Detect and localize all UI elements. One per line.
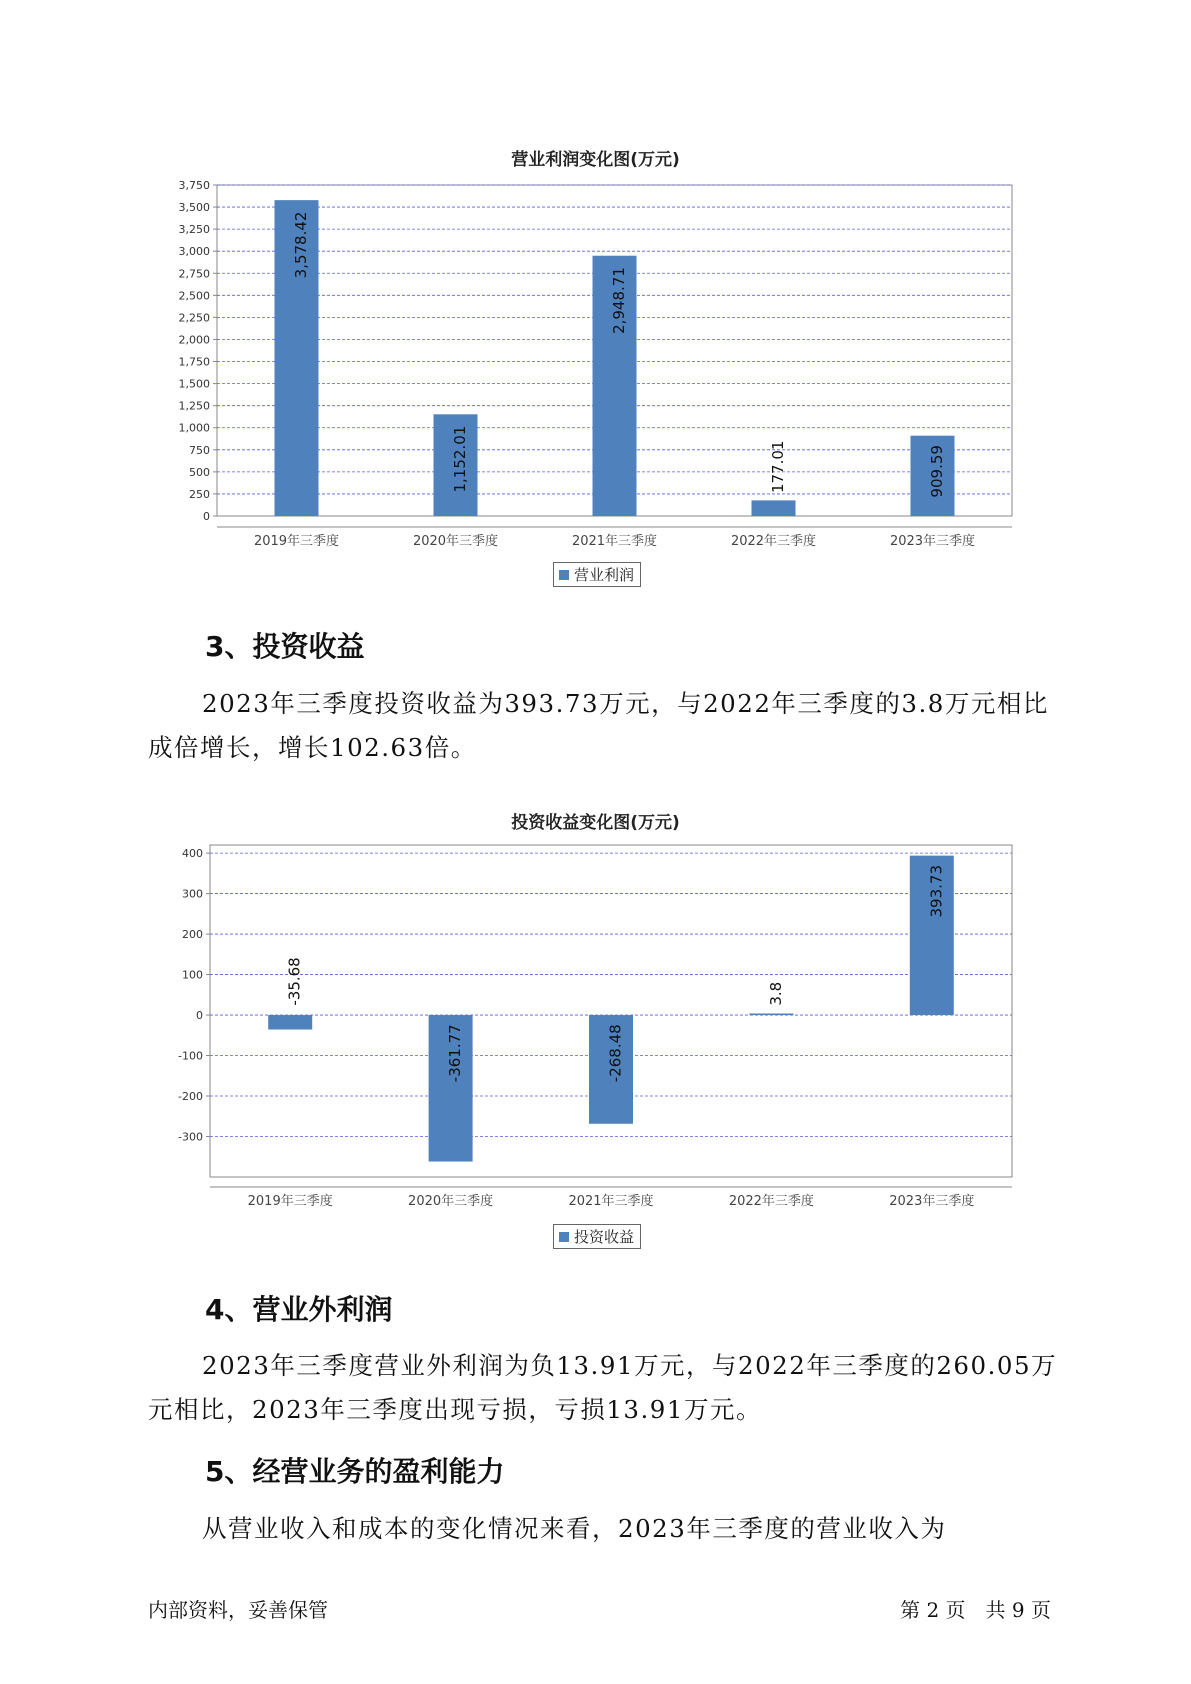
legend-label: 投资收益 (574, 1228, 635, 1246)
section-5-body: 从营业收入和成本的变化情况来看，2023年三季度的营业收入为 (202, 1514, 947, 1543)
y-tick-label: 1,500 (178, 377, 210, 391)
value-label: 3.8 (766, 981, 785, 1006)
value-label: -268.48 (606, 1024, 625, 1083)
x-tick-label: 2023年三季度 (889, 534, 976, 549)
x-tick-label: 2023年三季度 (889, 1194, 975, 1209)
x-tick-label: 2021年三季度 (568, 1194, 654, 1209)
y-tick-label: 0 (203, 510, 210, 523)
value-label: 177.01 (769, 440, 787, 494)
section-5-heading: 5、经营业务的盈利能力 (205, 1455, 505, 1488)
section-3-heading: 3、投资收益 (205, 630, 365, 663)
x-tick-label: 2019年三季度 (247, 1194, 333, 1209)
value-label: 3,578.42 (292, 211, 310, 279)
y-tick-label: 3,500 (178, 201, 210, 215)
y-tick-label: -100 (178, 1049, 203, 1063)
investment-income-chart-title: 投资收益变化图(万元) (511, 813, 680, 833)
x-tick-label: 2020年三季度 (412, 534, 499, 549)
y-tick-label: 2,250 (178, 311, 210, 325)
legend-label: 营业利润 (574, 566, 635, 584)
value-label: 1,152.01 (451, 425, 469, 493)
y-tick-label: 3,250 (178, 223, 210, 237)
section-3-body: 2023年三季度投资收益为393.73万元，与2022年三季度的3.8万元相比成倍增长，增长102.63倍。 (148, 689, 1049, 762)
y-tick-label: 2,500 (178, 289, 210, 303)
plot-frame (210, 845, 1012, 1177)
y-tick-label: 300 (182, 887, 203, 901)
y-tick-label: -200 (178, 1090, 203, 1104)
y-tick-label: 250 (189, 487, 210, 501)
y-tick-label: -300 (178, 1130, 203, 1144)
x-tick-label: 2021年三季度 (571, 534, 658, 549)
y-tick-label: 100 (182, 968, 203, 982)
bar (268, 1015, 312, 1029)
x-tick-label: 2022年三季度 (728, 1194, 814, 1209)
x-tick-label: 2020年三季度 (408, 1194, 494, 1209)
y-tick-label: 400 (182, 847, 203, 861)
value-label: -35.68 (285, 957, 304, 1006)
y-tick-label: 2,000 (178, 333, 210, 347)
bar (749, 1014, 793, 1016)
y-tick-label: 3,000 (178, 245, 210, 259)
x-tick-label: 2022年三季度 (730, 534, 817, 549)
y-tick-label: 2,750 (178, 267, 210, 281)
y-tick-label: 1,250 (178, 399, 210, 413)
value-label: 393.73 (927, 864, 946, 918)
y-tick-label: 3,750 (178, 179, 210, 192)
value-label: 2,948.71 (610, 267, 628, 334)
value-label: -361.77 (446, 1024, 465, 1083)
y-tick-label: 1,000 (178, 421, 210, 435)
footer-page-number: 第 2 页 共 9 页 (900, 1598, 1051, 1622)
section-4-body: 2023年三季度营业外利润为负13.91万元，与2022年三季度的260.05万元相比，2023年三季度出现亏损，亏损13.91万元。 (148, 1351, 1058, 1424)
value-label: 909.59 (928, 445, 946, 498)
footer-confidential-note: 内部资料，妥善保管 (148, 1598, 328, 1622)
y-tick-label: 750 (189, 443, 210, 457)
operating-profit-chart-title: 营业利润变化图(万元) (511, 150, 680, 170)
y-tick-label: 0 (196, 1009, 203, 1023)
x-tick-label: 2019年三季度 (253, 534, 340, 549)
y-tick-label: 500 (189, 465, 210, 479)
y-tick-label: 1,750 (178, 355, 210, 369)
y-tick-label: 200 (182, 928, 203, 942)
investment-income-legend (553, 1224, 641, 1249)
legend-swatch (559, 1232, 569, 1242)
section-4-heading: 4、营业外利润 (205, 1293, 393, 1326)
